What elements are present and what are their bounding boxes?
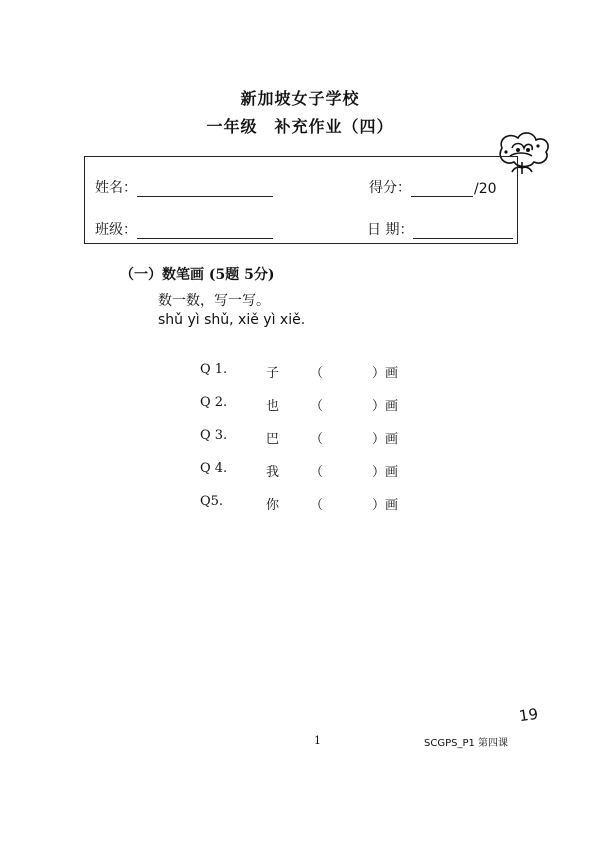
score-total: /20 bbox=[474, 181, 497, 197]
question-number: Q 1. bbox=[200, 362, 228, 377]
question-character: 我 bbox=[266, 465, 280, 480]
answer-open-paren[interactable]: （ bbox=[310, 432, 324, 447]
question-character: 子 bbox=[266, 366, 280, 381]
question-character: 你 bbox=[266, 498, 280, 513]
class-line[interactable] bbox=[137, 224, 273, 239]
question-number: Q 4. bbox=[200, 461, 228, 476]
footer-code: SCGPS_P1 第四课 bbox=[424, 738, 509, 749]
handwritten-mark: 19 bbox=[517, 704, 540, 726]
section-instruction: 数一数，写一写。 bbox=[158, 293, 270, 309]
question-number: Q 3. bbox=[200, 428, 228, 443]
date-label: 日 期： bbox=[367, 222, 414, 238]
question-list bbox=[200, 362, 420, 527]
worksheet-title: 一年级 补充作业（四） bbox=[206, 117, 394, 136]
date-line[interactable] bbox=[413, 224, 513, 239]
name-field[interactable] bbox=[95, 177, 273, 197]
answer-open-paren[interactable]: （ bbox=[310, 498, 324, 513]
score-label: 得分： bbox=[369, 180, 411, 196]
question-row bbox=[200, 395, 420, 428]
school-title: 新加坡女子学校 bbox=[240, 89, 360, 108]
name-label: 姓名： bbox=[95, 180, 137, 196]
answer-open-paren[interactable]: （ bbox=[310, 465, 324, 480]
score-field[interactable] bbox=[369, 177, 497, 197]
class-field[interactable] bbox=[95, 219, 273, 239]
page-number: 1 bbox=[314, 734, 321, 747]
question-row bbox=[200, 428, 420, 461]
question-row bbox=[200, 494, 420, 527]
section-heading: （一）数笔画 (5题 5分) bbox=[120, 267, 275, 283]
answer-close-paren: ）画 bbox=[372, 498, 399, 513]
question-number: Q 2. bbox=[200, 395, 228, 410]
answer-open-paren[interactable]: （ bbox=[310, 399, 324, 414]
question-character: 巴 bbox=[266, 432, 280, 447]
answer-close-paren: ）画 bbox=[372, 465, 399, 480]
answer-close-paren: ）画 bbox=[372, 366, 399, 381]
date-field[interactable] bbox=[367, 219, 513, 239]
question-number: Q5. bbox=[200, 494, 224, 509]
score-line[interactable] bbox=[411, 182, 473, 197]
class-label: 班级： bbox=[95, 222, 137, 238]
section-pinyin: shǔ yì shǔ, xiě yì xiě. bbox=[158, 312, 306, 328]
answer-close-paren: ）画 bbox=[372, 399, 399, 414]
answer-close-paren: ）画 bbox=[372, 432, 399, 447]
student-info-box bbox=[84, 156, 518, 244]
question-character: 也 bbox=[266, 399, 280, 414]
question-row bbox=[200, 362, 420, 395]
name-line[interactable] bbox=[137, 182, 273, 197]
question-row bbox=[200, 461, 420, 494]
answer-open-paren[interactable]: （ bbox=[310, 366, 324, 381]
